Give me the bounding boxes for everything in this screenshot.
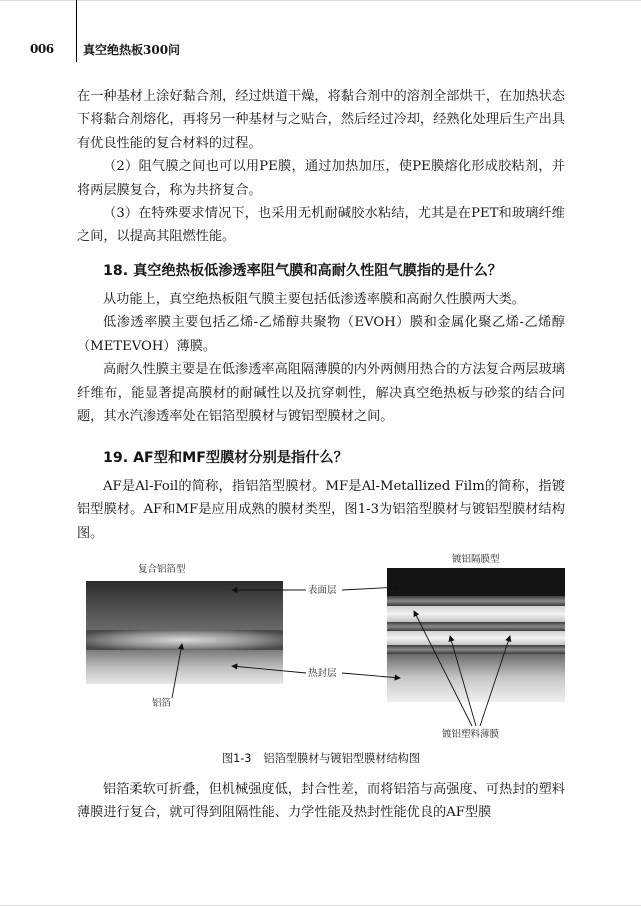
figure-1-3	[82, 548, 566, 744]
text-block-bottom	[77, 778, 565, 825]
caption-text: 铝箔型膜材与镀铝型膜材结构图	[263, 752, 421, 765]
left-surface-layer	[86, 581, 283, 630]
left-structure-title: 复合铝箔型	[138, 564, 186, 575]
section-18	[77, 260, 565, 428]
q18-paragraph-3: 高耐久性膜主要是在低渗透率高阻隔薄膜的内外两侧用热合的方法复合两层玻璃纤维布，能显著提高膜材的耐碱性以及抗穿刺性，解决真空绝热板与砂浆的结合问题，其水汽渗透率处在铝箔型膜材与镀铝型膜材之间。	[77, 362, 565, 425]
caption-number: 图1-3	[221, 752, 252, 765]
text-block-top	[77, 85, 565, 249]
list-item-2: （2）阻气膜之间也可以用PE膜，通过加热加压，使PE膜熔化形成胶粘剂，并将两层膜复合，称为共挤复合。	[77, 159, 565, 198]
label-metallized-plastic-film: 镀铝塑料薄膜	[442, 729, 500, 740]
section-19	[77, 447, 565, 545]
q18-paragraph-1: 从功能上，真空绝热板阻气膜主要包括低渗透率膜和高耐久性膜两大类。	[103, 292, 525, 307]
right-heat-seal-layer	[387, 654, 565, 702]
right-band-1	[387, 596, 565, 606]
figure-caption	[77, 750, 565, 766]
label-aluminium-foil: 铝箔	[152, 698, 172, 709]
right-band-3	[387, 645, 565, 654]
label-surface-layer: 表面层	[308, 585, 337, 596]
left-foil-layer	[86, 630, 283, 650]
right-surface-layer	[387, 568, 565, 596]
left-heat-seal-layer	[86, 650, 283, 684]
q18-paragraph-2: 低渗透率膜主要包括乙烯-乙烯醇共聚物（EVOH）膜和金属化聚乙烯-乙烯醇（METEVOH）薄膜。	[77, 315, 565, 354]
film-structure-diagram	[82, 548, 566, 744]
page-number: 006	[30, 42, 54, 56]
right-film-2	[387, 631, 565, 645]
intro-paragraph: 在一种基材上涂好黏合剂，经过烘道干燥，将黏合剂中的溶剂全部烘干，在加热状态下将黏合剂熔化，再将另一种基材与之贴合，然后经过冷却，经熟化处理后生产出具有优良性能的复合材料的过程。	[77, 89, 565, 151]
q19-paragraph: AF是Al-Foil的简称，指铝箔型膜材。MF是Al-Metallized Film的简称，指镀铝型膜材。AF和MF是应用成熟的膜材类型，图1-3为铝箔型膜材与镀铝型膜材结构图。	[77, 479, 565, 541]
header-rule	[76, 0, 77, 62]
q19-heading: 19. AF型和MF型膜材分别是指什么？	[103, 450, 348, 466]
right-structure-title: 镀铝隔膜型	[452, 554, 500, 565]
label-heat-seal-layer: 热封层	[308, 668, 337, 679]
q18-heading: 18. 真空绝热板低渗透率阻气膜和高耐久性阻气膜指的是什么？	[103, 263, 502, 279]
right-film-1	[387, 606, 565, 622]
closing-paragraph: 铝箔柔软可折叠，但机械强度低，封合性差，而将铝箔与高强度、可热封的塑料薄膜进行复合，就可得到阻隔性能、力学性能及热封性能优良的AF型膜	[77, 782, 565, 821]
running-title: 真空绝热板300问	[83, 43, 181, 57]
right-band-2	[387, 622, 565, 631]
list-item-3: （3）在特殊要求情况下，也采用无机耐碱胶水粘结，尤其是在PET和玻璃纤维之间，以提高其阻燃性能。	[77, 206, 565, 245]
